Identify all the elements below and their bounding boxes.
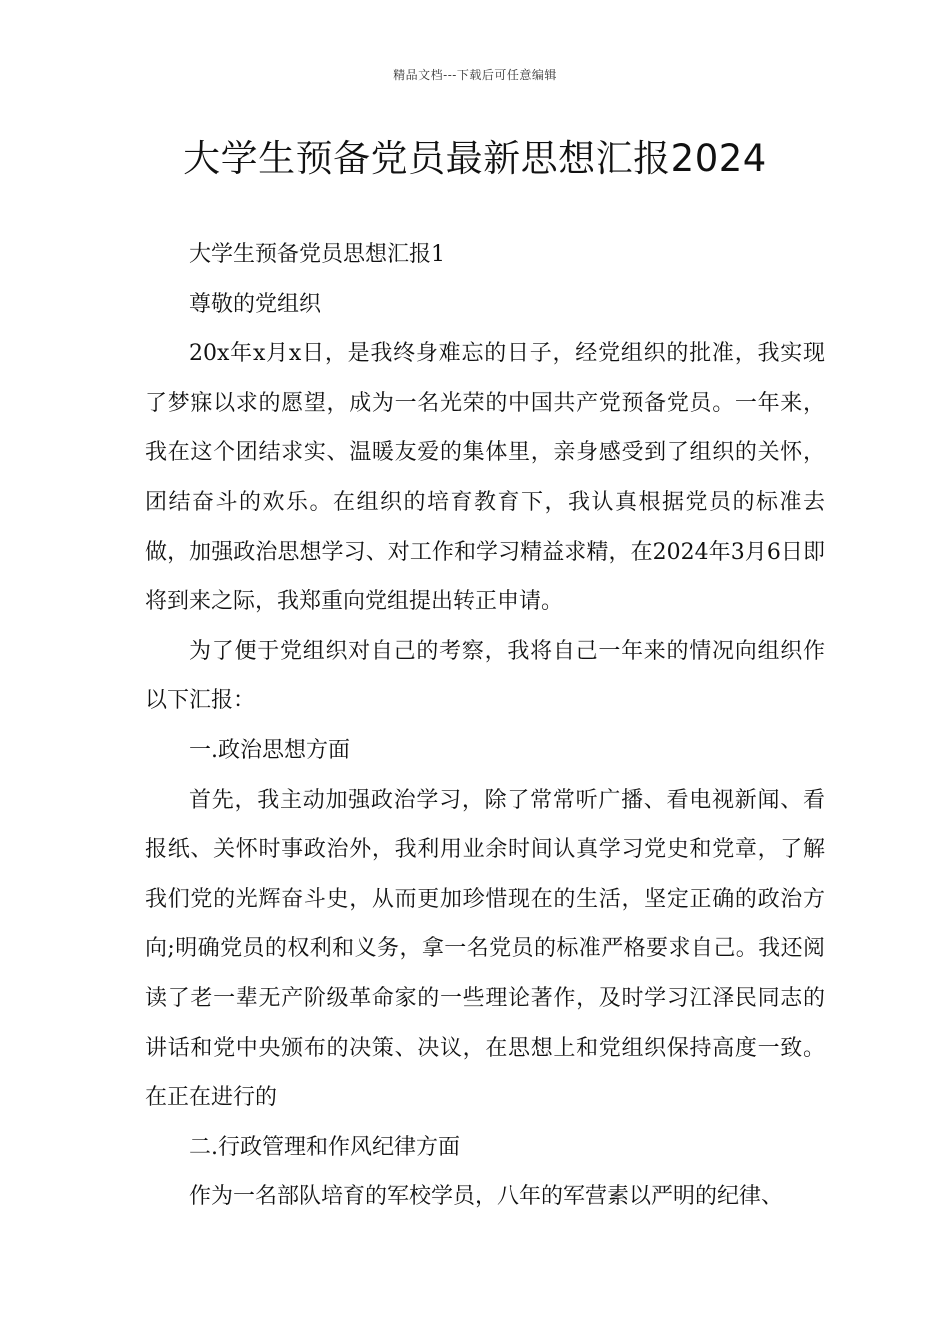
section-heading: 大学生预备党员思想汇报1 (189, 242, 445, 267)
body-paragraph: 为了便于党组织对自己的考察，我将自己一年来的情况向组织作以下汇报： (145, 638, 825, 714)
section-heading: 二.行政管理和作风纪律方面 (189, 1134, 460, 1160)
document-title: 大学生预备党员最新思想汇报2024 (183, 137, 767, 180)
page-header: 精品文档---下载后可任意编辑 (393, 68, 557, 82)
body-paragraph: 首先，我主动加强政治学习，除了常常听广播、看电视新闻、看报纸、关怀时事政治外，我利用业余时间认真学习党史和党章，了解我们党的光辉奋斗史，从而更加珍惜现在的生活，坚定正确的政治方向;明确党员的权利和义务，拿一名党员的标准严格要求自己。我还阅读了老一辈无产阶级革命家的一些理论著作，及时学习江泽民同志的讲话和党中央颁布的决策、决议，在思想上和党组织保持高度一致。在正在进行的 (145, 787, 825, 1111)
body-paragraph: 20x年x月x日，是我终身难忘的日子，经党组织的批准，我实现了梦寐以求的愿望，成为一名光荣的中国共产党预备党员。一年来，我在这个团结求实、温暖友爱的集体里，亲身感受到了组织的关怀，团结奋斗的欢乐。在组织的培育教育下，我认真根据党员的标准去做，加强政治思想学习、对工作和学习精益求精，在2024年3月6日即将到来之际，我郑重向党组提出转正申请。 (145, 341, 825, 615)
body-paragraph: 作为一名部队培育的军校学员，八年的军营素以严明的纪律、 (189, 1184, 784, 1210)
section-heading: 一.政治思想方面 (189, 737, 350, 763)
salutation: 尊敬的党组织 (189, 291, 322, 317)
document-body (145, 230, 825, 1222)
